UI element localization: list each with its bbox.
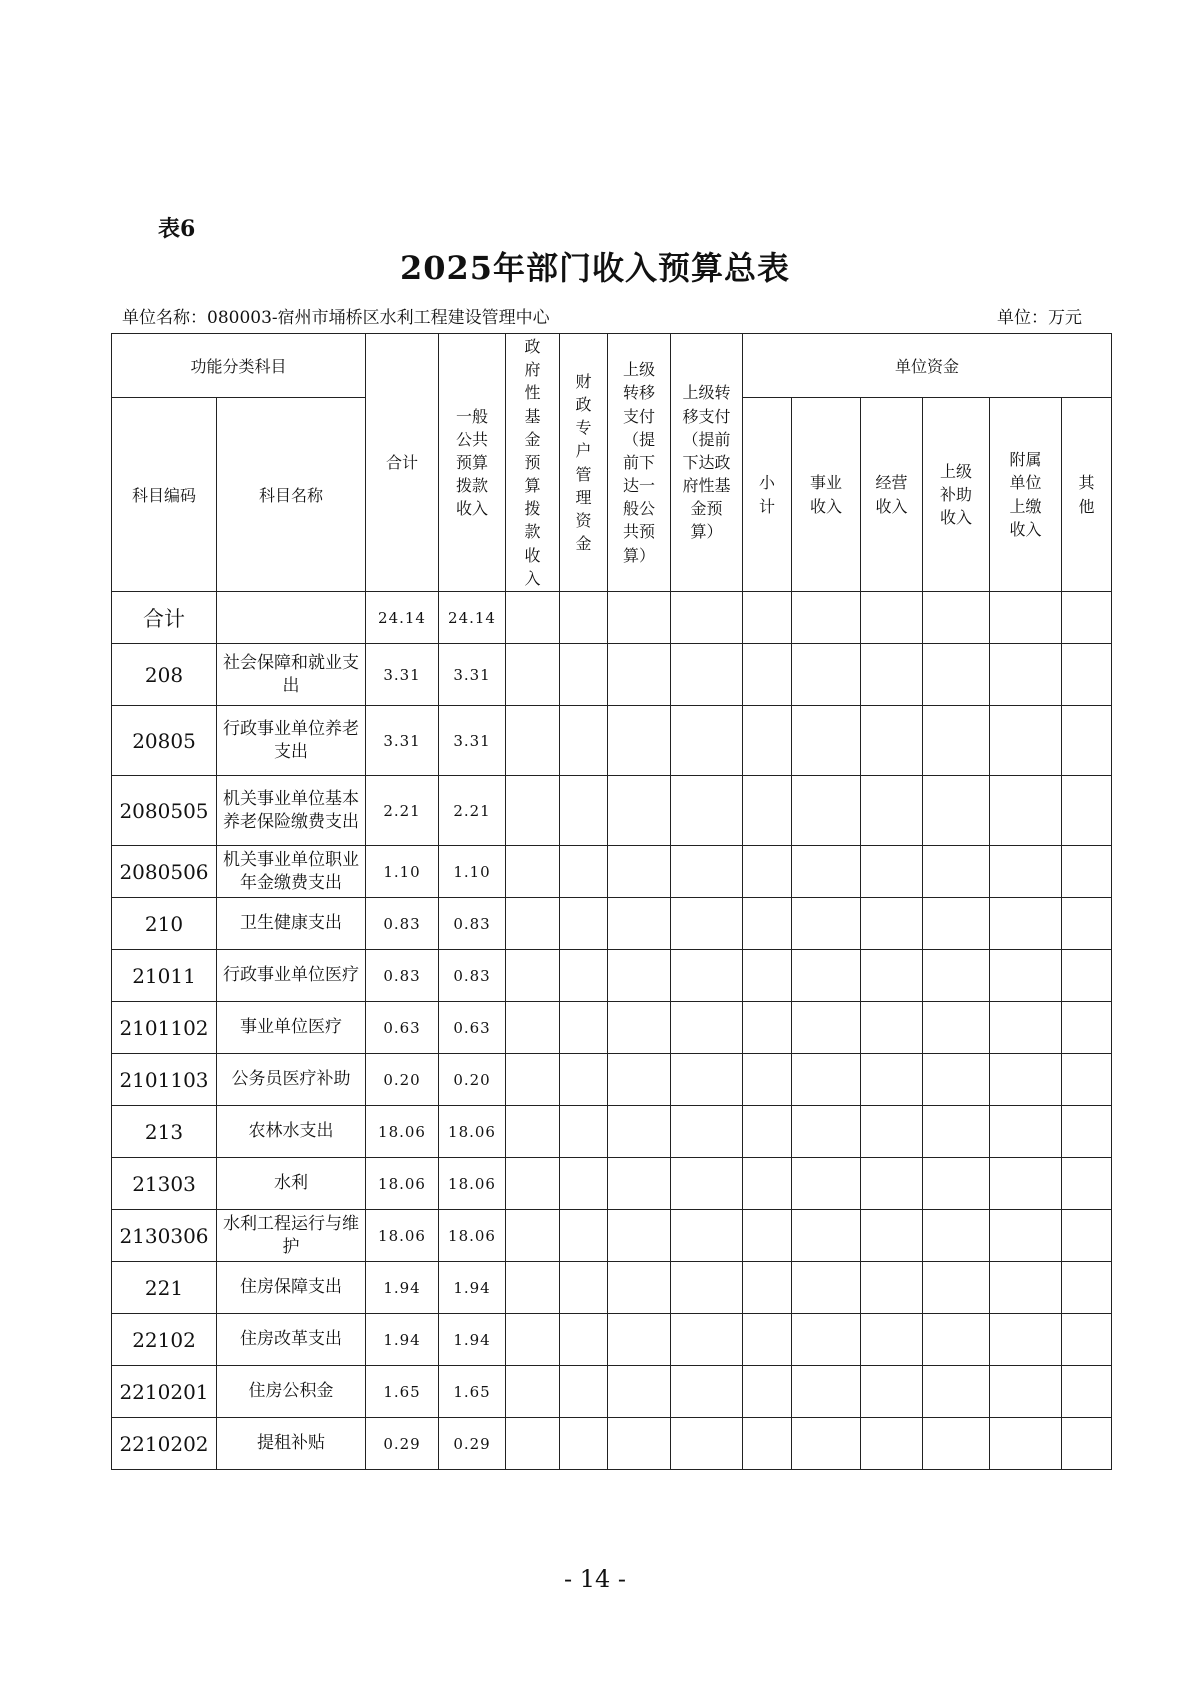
empty-cell	[506, 644, 560, 706]
row-total: 18.06	[366, 1158, 439, 1210]
empty-cell	[608, 898, 671, 950]
row-code: 2210201	[112, 1366, 217, 1418]
row-general-budget: 0.20	[439, 1054, 506, 1106]
empty-cell	[861, 706, 923, 776]
row-code: 2080505	[112, 776, 217, 846]
empty-cell	[671, 706, 743, 776]
row-total: 1.94	[366, 1314, 439, 1366]
row-code: 21011	[112, 950, 217, 1002]
row-name: 住房改革支出	[217, 1314, 366, 1366]
empty-cell	[792, 776, 861, 846]
empty-cell	[671, 644, 743, 706]
table-row	[112, 846, 1112, 898]
row-code: 2210202	[112, 1418, 217, 1470]
empty-cell	[506, 1210, 560, 1262]
row-general-budget: 18.06	[439, 1210, 506, 1262]
row-code: 22102	[112, 1314, 217, 1366]
row-general-budget: 0.29	[439, 1418, 506, 1470]
row-name: 水利工程运行与维护	[217, 1210, 366, 1262]
empty-cell	[861, 1262, 923, 1314]
row-code: 221	[112, 1262, 217, 1314]
empty-cell	[923, 1262, 990, 1314]
empty-cell	[608, 1262, 671, 1314]
row-name: 水利	[217, 1158, 366, 1210]
empty-cell	[560, 1314, 608, 1366]
empty-cell	[743, 706, 792, 776]
empty-cell	[560, 644, 608, 706]
row-total: 1.65	[366, 1366, 439, 1418]
empty-cell	[608, 1054, 671, 1106]
header-operating-income: 经营收入	[861, 398, 923, 592]
table-row	[112, 1210, 1112, 1262]
empty-cell	[923, 644, 990, 706]
empty-cell	[1062, 776, 1112, 846]
row-code: 213	[112, 1106, 217, 1158]
empty-cell	[608, 1314, 671, 1366]
empty-cell	[861, 898, 923, 950]
empty-cell	[792, 1314, 861, 1366]
empty-cell	[861, 846, 923, 898]
empty-cell	[608, 1158, 671, 1210]
row-total: 0.63	[366, 1002, 439, 1054]
header-general-budget: 一般公共预算拨款收入	[439, 334, 506, 592]
empty-cell	[990, 706, 1062, 776]
row-general-budget: 1.94	[439, 1314, 506, 1366]
empty-cell	[1062, 1262, 1112, 1314]
header-unit-funds: 单位资金	[743, 334, 1112, 398]
empty-cell	[608, 1418, 671, 1470]
empty-cell	[1062, 846, 1112, 898]
row-name: 行政事业单位医疗	[217, 950, 366, 1002]
row-general-budget: 1.65	[439, 1366, 506, 1418]
table-row	[112, 706, 1112, 776]
empty-cell	[506, 950, 560, 1002]
row-total: 2.21	[366, 776, 439, 846]
empty-cell	[743, 950, 792, 1002]
table-row	[112, 1366, 1112, 1418]
empty-cell	[743, 846, 792, 898]
empty-cell	[923, 1054, 990, 1106]
empty-cell	[923, 950, 990, 1002]
row-code: 21303	[112, 1158, 217, 1210]
header-name: 科目名称	[217, 398, 366, 592]
empty-cell	[1062, 1106, 1112, 1158]
empty-cell	[1062, 1366, 1112, 1418]
unit-label: 单位：万元	[997, 308, 1082, 328]
empty-cell	[792, 1210, 861, 1262]
page-title: 2025年部门收入预算总表	[399, 249, 791, 287]
empty-cell	[861, 644, 923, 706]
empty-cell	[861, 1210, 923, 1262]
empty-cell	[506, 706, 560, 776]
table-row	[112, 1106, 1112, 1158]
empty-cell	[990, 898, 1062, 950]
empty-cell	[506, 1262, 560, 1314]
header-business-income: 事业收入	[792, 398, 861, 592]
empty-cell	[923, 1366, 990, 1418]
row-name: 住房公积金	[217, 1366, 366, 1418]
row-total: 3.31	[366, 644, 439, 706]
empty-cell	[671, 1418, 743, 1470]
empty-cell	[560, 1002, 608, 1054]
empty-cell	[671, 846, 743, 898]
table-row	[112, 898, 1112, 950]
empty-cell	[990, 1262, 1062, 1314]
table-row	[112, 776, 1112, 846]
empty-cell	[923, 1158, 990, 1210]
empty-cell	[990, 1366, 1062, 1418]
empty-cell	[671, 1002, 743, 1054]
empty-cell	[792, 1054, 861, 1106]
empty-cell	[608, 1210, 671, 1262]
empty-cell	[1062, 898, 1112, 950]
row-total: 0.20	[366, 1054, 439, 1106]
empty-cell	[560, 1262, 608, 1314]
row-code: 208	[112, 644, 217, 706]
empty-cell	[506, 1314, 560, 1366]
empty-cell	[990, 644, 1062, 706]
empty-cell	[743, 1262, 792, 1314]
row-name: 住房保障支出	[217, 1262, 366, 1314]
table-label: 表6	[158, 216, 196, 242]
empty-cell	[560, 846, 608, 898]
empty-cell	[861, 1314, 923, 1366]
row-code: 2101102	[112, 1002, 217, 1054]
header-other: 其他	[1062, 398, 1112, 592]
row-total: 0.83	[366, 950, 439, 1002]
empty-cell	[608, 644, 671, 706]
empty-cell	[608, 1366, 671, 1418]
row-name: 社会保障和就业支出	[217, 644, 366, 706]
row-total: 1.10	[366, 846, 439, 898]
row-code: 2130306	[112, 1210, 217, 1262]
empty-cell	[792, 1418, 861, 1470]
row-general-budget: 3.31	[439, 644, 506, 706]
empty-cell	[861, 1002, 923, 1054]
total-amount: 24.14	[366, 592, 439, 644]
page-number: - 14 -	[563, 1565, 626, 1593]
header-transfer-fund: 上级转移支付（提前下达政府性基金预算）	[671, 334, 743, 592]
empty-cell	[861, 1158, 923, 1210]
empty-cell	[1062, 1002, 1112, 1054]
row-total: 0.29	[366, 1418, 439, 1470]
empty-cell	[792, 1158, 861, 1210]
empty-cell	[792, 644, 861, 706]
empty-cell	[1062, 706, 1112, 776]
row-general-budget: 0.83	[439, 898, 506, 950]
row-general-budget: 3.31	[439, 706, 506, 776]
row-general-budget: 0.63	[439, 1002, 506, 1054]
empty-cell	[743, 776, 792, 846]
row-name: 公务员医疗补助	[217, 1054, 366, 1106]
empty-cell	[671, 1210, 743, 1262]
header-gov-fund: 政府性基金预算拨款收入	[506, 334, 560, 592]
row-name: 机关事业单位职业年金缴费支出	[217, 846, 366, 898]
empty-cell	[608, 706, 671, 776]
empty-cell	[560, 1366, 608, 1418]
empty-cell	[1062, 1054, 1112, 1106]
empty-cell	[923, 898, 990, 950]
row-code: 210	[112, 898, 217, 950]
empty-cell	[990, 776, 1062, 846]
empty-cell	[560, 950, 608, 1002]
empty-cell	[743, 1210, 792, 1262]
unit-name: 单位名称：080003-宿州市埇桥区水利工程建设管理中心	[122, 308, 550, 328]
empty-cell	[560, 1054, 608, 1106]
empty-cell	[792, 1106, 861, 1158]
empty-cell	[608, 1002, 671, 1054]
empty-cell	[506, 1418, 560, 1470]
empty-cell	[861, 776, 923, 846]
empty-cell	[671, 898, 743, 950]
budget-table	[111, 333, 1112, 1470]
total-general-budget: 24.14	[439, 592, 506, 644]
empty-cell	[560, 706, 608, 776]
empty-cell	[1062, 950, 1112, 1002]
empty-cell	[923, 1314, 990, 1366]
row-code: 20805	[112, 706, 217, 776]
empty-cell	[743, 1054, 792, 1106]
row-general-budget: 1.10	[439, 846, 506, 898]
empty-cell	[861, 1054, 923, 1106]
empty-cell	[792, 1262, 861, 1314]
row-name: 行政事业单位养老支出	[217, 706, 366, 776]
table-row	[112, 1262, 1112, 1314]
empty-cell	[792, 1002, 861, 1054]
empty-cell	[792, 898, 861, 950]
empty-cell	[506, 1054, 560, 1106]
empty-cell	[1062, 1314, 1112, 1366]
empty-cell	[560, 1158, 608, 1210]
row-name: 农林水支出	[217, 1106, 366, 1158]
empty-cell	[608, 950, 671, 1002]
row-general-budget: 2.21	[439, 776, 506, 846]
row-name: 提租补贴	[217, 1418, 366, 1470]
empty-cell	[990, 846, 1062, 898]
empty-cell	[671, 776, 743, 846]
empty-cell	[990, 1054, 1062, 1106]
empty-cell	[1062, 644, 1112, 706]
empty-cell	[506, 1366, 560, 1418]
empty-cell	[671, 1054, 743, 1106]
header-superior-subsidy: 上级补助收入	[923, 398, 990, 592]
empty-cell	[608, 1106, 671, 1158]
row-name: 机关事业单位基本养老保险缴费支出	[217, 776, 366, 846]
empty-cell	[923, 776, 990, 846]
table-row	[112, 950, 1112, 1002]
empty-cell	[743, 1002, 792, 1054]
empty-cell	[743, 898, 792, 950]
empty-cell	[990, 1158, 1062, 1210]
empty-cell	[1062, 1210, 1112, 1262]
empty-cell	[990, 1314, 1062, 1366]
empty-cell	[671, 1366, 743, 1418]
total-label: 合计	[112, 592, 217, 644]
total-row	[112, 592, 1112, 644]
empty-cell	[861, 1418, 923, 1470]
empty-cell	[923, 1106, 990, 1158]
empty-cell	[671, 1262, 743, 1314]
empty-cell	[671, 1314, 743, 1366]
empty-cell	[861, 1106, 923, 1158]
row-total: 18.06	[366, 1106, 439, 1158]
empty-cell	[743, 1418, 792, 1470]
empty-cell	[743, 1106, 792, 1158]
empty-cell	[792, 1366, 861, 1418]
table-row	[112, 1158, 1112, 1210]
table-row	[112, 1314, 1112, 1366]
empty-cell	[1062, 1418, 1112, 1470]
empty-cell	[506, 1106, 560, 1158]
empty-cell	[1062, 1158, 1112, 1210]
header-category-group: 功能分类科目	[112, 334, 366, 398]
empty-cell	[792, 846, 861, 898]
empty-cell	[506, 898, 560, 950]
empty-cell	[861, 950, 923, 1002]
empty-cell	[560, 776, 608, 846]
empty-cell	[923, 1002, 990, 1054]
empty-cell	[923, 846, 990, 898]
empty-cell	[671, 950, 743, 1002]
row-name: 事业单位医疗	[217, 1002, 366, 1054]
row-general-budget: 18.06	[439, 1158, 506, 1210]
empty-cell	[792, 706, 861, 776]
empty-cell	[560, 1106, 608, 1158]
empty-cell	[506, 776, 560, 846]
empty-cell	[608, 776, 671, 846]
empty-cell	[861, 1366, 923, 1418]
empty-cell	[923, 1210, 990, 1262]
row-general-budget: 1.94	[439, 1262, 506, 1314]
empty-cell	[560, 898, 608, 950]
header-transfer-general: 上级转移支付（提前下达一般公共预算）	[608, 334, 671, 592]
empty-cell	[671, 1106, 743, 1158]
row-general-budget: 18.06	[439, 1106, 506, 1158]
empty-cell	[923, 706, 990, 776]
header-total: 合计	[366, 334, 439, 592]
empty-cell	[990, 1002, 1062, 1054]
empty-cell	[743, 1314, 792, 1366]
table-row	[112, 1002, 1112, 1054]
table-row	[112, 644, 1112, 706]
row-total: 18.06	[366, 1210, 439, 1262]
row-code: 2101103	[112, 1054, 217, 1106]
empty-cell	[990, 1418, 1062, 1470]
empty-cell	[743, 1158, 792, 1210]
empty-cell	[506, 1002, 560, 1054]
header-affiliate-payment: 附属单位上缴收入	[990, 398, 1062, 592]
empty-cell	[743, 1366, 792, 1418]
row-general-budget: 0.83	[439, 950, 506, 1002]
table-row	[112, 1054, 1112, 1106]
header-fiscal-special: 财政专户管理资金	[560, 334, 608, 592]
row-code: 2080506	[112, 846, 217, 898]
row-total: 0.83	[366, 898, 439, 950]
table-row	[112, 1418, 1112, 1470]
header-subtotal: 小计	[743, 398, 792, 592]
empty-cell	[560, 1418, 608, 1470]
empty-cell	[990, 1106, 1062, 1158]
empty-cell	[743, 644, 792, 706]
header-code: 科目编码	[112, 398, 217, 592]
empty-cell	[560, 1210, 608, 1262]
empty-cell	[608, 846, 671, 898]
empty-cell	[506, 1158, 560, 1210]
row-name: 卫生健康支出	[217, 898, 366, 950]
empty-cell	[990, 950, 1062, 1002]
row-total: 3.31	[366, 706, 439, 776]
empty-cell	[990, 1210, 1062, 1262]
row-total: 1.94	[366, 1262, 439, 1314]
empty-cell	[506, 846, 560, 898]
empty-cell	[923, 1418, 990, 1470]
empty-cell	[792, 950, 861, 1002]
empty-cell	[671, 1158, 743, 1210]
